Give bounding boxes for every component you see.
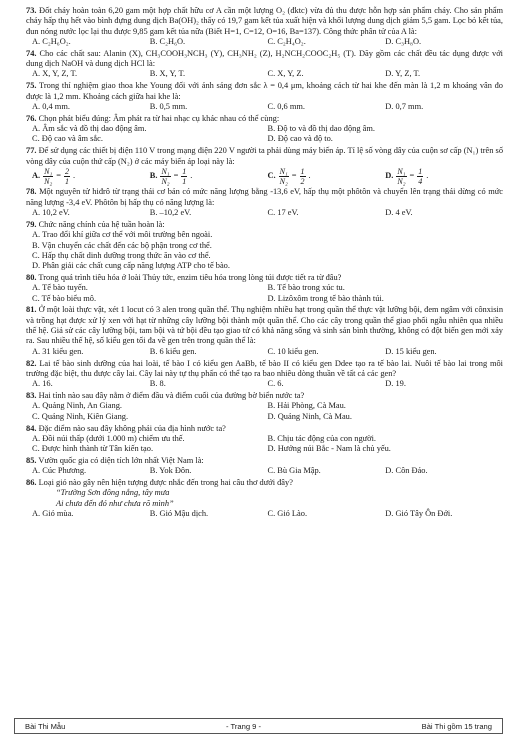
footer-right: Bài Thi gồm 15 trang xyxy=(421,721,492,731)
fraction-denominator: N₂ xyxy=(161,176,170,186)
fraction-denominator: 1 xyxy=(182,176,187,186)
question xyxy=(26,114,503,145)
question-stem xyxy=(26,114,503,124)
answer-options xyxy=(26,401,503,422)
question-number: 86. xyxy=(26,478,37,488)
ratio-fraction xyxy=(43,167,53,186)
option-end: . xyxy=(308,171,311,181)
answer-options xyxy=(26,230,503,271)
question-text: Ở một loài thực vật, xét 1 locut có 3 alen trong quần thể. Thụ nghiệm nhiều hạt trong quần thể thực vật lưỡng bội, đem ngâm với cônxisin và trồng hạt được xử lý xen với hạt từ những cây lưỡng bội thành một quần thể. Cho các cây trong quần thể giao phối ngẫu nhiên qua nhiều thế hệ. Giả sử các cây lưỡng bội, tam bội và tứ bội đều tạo giao tử có khả năng sống và sinh sản bình thường, không có đột biến gen mới xảy ra. Sau nhiều thế hệ, số kiểu gen tối đa về gen trên trong quần thể là: xyxy=(26,305,504,346)
fraction-numerator: N₁ xyxy=(397,166,406,176)
question xyxy=(26,220,503,271)
question xyxy=(26,424,503,455)
answer-options xyxy=(26,347,503,357)
question-text: Để sử dụng các thiết bị điện 110 V trong mạng điện 220 V người ta phải dùng máy biến áp. Tỉ lệ số vòng dây của cuộn sơ cấp (N₁) trên số vòng dây của cuộn thứ cấp (N₂) ở các máy biến áp loại này là: xyxy=(26,146,504,166)
answer-option: A. Tế bào tuyến. xyxy=(32,283,88,293)
fraction-denominator: N₂ xyxy=(397,176,406,186)
answer-option: D. C₃H₈O. xyxy=(385,36,422,46)
answer-option: A. Quảng Ninh, An Giang. xyxy=(32,401,123,411)
answer-option: D. Phân giải các chất cung cấp năng lượng ATP cho tế bào. xyxy=(32,261,230,271)
fraction-numerator: N₁ xyxy=(279,166,288,176)
question-text: Vườn quốc gia có diện tích lớn nhất Việt Nam là: xyxy=(38,456,204,465)
option-letter: D. xyxy=(385,171,394,181)
question-list xyxy=(26,6,503,519)
answer-option: D. 15 kiểu gen. xyxy=(385,346,437,356)
answer-option: A. Cúc Phương. xyxy=(32,466,87,476)
fraction-numerator: 1 xyxy=(418,166,423,176)
page-footer xyxy=(14,718,503,734)
question-number: 76. xyxy=(26,113,37,123)
question-stem xyxy=(26,478,503,488)
footer-page-number: - Trang 9 - xyxy=(226,721,262,731)
question-number: 73. xyxy=(26,6,37,15)
answer-option: B. 6 kiểu gen. xyxy=(149,346,197,356)
question xyxy=(26,478,503,519)
question xyxy=(26,6,503,47)
answer-option xyxy=(150,167,268,186)
answer-option: A. Đồi núi thấp (dưới 1.000 m) chiếm ưu thế. xyxy=(32,433,185,443)
answer-option xyxy=(268,167,386,186)
question xyxy=(26,456,503,477)
answer-option: B. Yok Đôn. xyxy=(149,466,192,476)
answer-option xyxy=(385,167,503,186)
answer-options xyxy=(26,434,503,455)
answer-option: A. Gió mùa. xyxy=(32,509,74,519)
answer-option: D. Lizôxôm trong tế bào thành túi. xyxy=(267,293,384,303)
question xyxy=(26,81,503,112)
answer-option: C. Gió Lào. xyxy=(267,509,308,519)
answer-option: B. Độ to và đồ thị dao động âm. xyxy=(267,124,375,134)
fraction-denominator: 2 xyxy=(300,176,305,186)
answer-option: C. Hấp thụ chất dinh dưỡng trong thức ăn vào cơ thể. xyxy=(32,250,211,260)
equals-sign: = xyxy=(56,171,62,181)
answer-option: A. 16. xyxy=(32,379,53,389)
fraction-denominator: 4 xyxy=(418,176,423,186)
question-text: Trong quá trình tiêu hóa ở loài Thủy tức, enzim tiêu hóa trong lòng túi được tiết ra từ đâu? xyxy=(38,272,342,282)
question xyxy=(26,273,503,304)
answer-option: D. Hướng núi Bắc - Nam là chủ yếu. xyxy=(267,444,391,454)
question-text: Đặc điểm nào sau đây không phải của địa hình nước ta? xyxy=(38,423,226,433)
answer-options xyxy=(26,466,503,476)
fraction-numerator: N₁ xyxy=(161,166,170,176)
ratio-fraction xyxy=(279,167,289,186)
equals-sign: = xyxy=(173,171,179,181)
question-number: 75. xyxy=(26,81,37,91)
answer-option: D. Y, Z, T. xyxy=(385,69,421,79)
question-stem xyxy=(26,6,503,37)
question-text: Đốt cháy hoàn toàn 6,20 gam một hợp chất hữu cơ A cần một lượng O₂ (đktc) vừa đủ thu được hỗn hợp sản phẩm cháy. Cho sản phẩm cháy hấp thụ hết vào bình đựng dung dịch Ba(OH)₂ thấy có 19,7 gam kết tủa xuất hiện và khối lượng dung dịch giảm 5,5 gam. Lọc bỏ kết tủa, đun nóng nước lọc lại thu được 9,85 gam kết tủa nữa (Biết H=1, C=12, O=16, Ba=137). Công thức phân tử của A là: xyxy=(26,6,504,36)
answer-options xyxy=(26,167,503,186)
question-stem xyxy=(26,359,503,380)
answer-options xyxy=(26,509,503,519)
question-stem xyxy=(26,81,503,102)
fraction-numerator: 2 xyxy=(65,166,70,176)
answer-option: A. 0,4 mm. xyxy=(32,101,70,111)
answer-options xyxy=(26,37,503,47)
answer-options xyxy=(26,124,503,145)
fraction-numerator: N₁ xyxy=(44,166,53,176)
question-stem xyxy=(26,273,503,283)
question-number: 80. xyxy=(26,272,37,282)
answer-option: B. Chịu tác động của con người. xyxy=(267,433,377,443)
answer-option: D. Quảng Ninh, Cà Mau. xyxy=(267,411,352,421)
question-number: 74. xyxy=(26,48,37,58)
question-number: 82. xyxy=(26,358,37,368)
question xyxy=(26,391,503,422)
answer-option: C. 10 kiểu gen. xyxy=(267,346,319,356)
answer-option: D. 0,7 mm. xyxy=(385,101,424,111)
question xyxy=(26,187,503,218)
ratio-fraction xyxy=(160,167,170,186)
question-text: Chức năng chính của hệ tuần hoàn là: xyxy=(38,219,165,229)
answer-option: D. Gió Tây Ôn Đới. xyxy=(385,509,453,519)
option-end: . xyxy=(73,171,76,181)
answer-option: B. Tế bào trong xúc tu. xyxy=(267,283,345,293)
fraction-numerator: 1 xyxy=(300,166,305,176)
answer-options xyxy=(26,208,503,218)
answer-option: D. Côn Đảo. xyxy=(385,466,428,476)
question-number: 79. xyxy=(26,219,37,229)
question-stem xyxy=(26,391,503,401)
fraction-denominator: 1 xyxy=(65,176,70,186)
answer-options xyxy=(26,102,503,112)
answer-option: B. Vận chuyển các chất đến các bộ phận trong cơ thể. xyxy=(32,240,212,250)
answer-option: A. 10,2 eV. xyxy=(32,208,70,218)
question xyxy=(26,146,503,186)
answer-option: B. C₂H₆O. xyxy=(149,36,186,46)
answer-option: A. Trao đổi khí giữa cơ thể với môi trường bên ngoài. xyxy=(32,230,213,240)
question-text: Một nguyên tử hiđrô từ trạng thái cơ bản có mức năng lượng bằng -13,6 eV, hấp thụ một phôtôn và chuyển lên trạng thái dừng có mức năng lượng -3,4 eV. Phôtôn bị hấp thụ có năng lượng là: xyxy=(26,187,503,207)
fraction-denominator: N₂ xyxy=(279,176,288,186)
fraction-numerator: 1 xyxy=(182,166,187,176)
answer-option: C. Bù Gia Mập. xyxy=(267,466,321,476)
question xyxy=(26,305,503,356)
answer-options xyxy=(26,379,503,389)
question-number: 77. xyxy=(26,146,37,156)
question-stem xyxy=(26,456,503,466)
answer-option: C. 6. xyxy=(267,379,284,389)
question-number: 78. xyxy=(26,187,37,197)
question-text: Trong thí nghiệm giao thoa khe Young đối với ánh sáng đơn sắc λ = 0,4 μm, khoảng cách từ hai khe đến màn là 1,2 m khoảng vân đo được là 1,2 mm. Khoảng cách giữa hai khe là: xyxy=(26,81,503,101)
option-letter: B. xyxy=(149,171,158,181)
question-number: 81. xyxy=(26,305,37,315)
fraction-denominator: N₂ xyxy=(44,176,53,186)
answer-option: B. X, Y, T. xyxy=(149,69,186,79)
ratio-fraction xyxy=(396,167,406,186)
question-stem xyxy=(26,424,503,434)
option-end: . xyxy=(426,171,429,181)
answer-options xyxy=(26,283,503,304)
answer-options xyxy=(26,69,503,79)
equals-sign: = xyxy=(409,171,415,181)
question-text: Cho các chất sau: Alanin (X), CH₃COOH₃NCH₃ (Y), CH₃NH₂ (Z), H₂NCH₂COOC₂H₅ (T). Dãy gồm các chất đều tác dụng được với dung dịch NaOH và dung dịch HCl là: xyxy=(26,48,503,69)
question-stem xyxy=(26,220,503,230)
question xyxy=(26,49,503,80)
answer-option: D. 19. xyxy=(385,379,406,389)
poem-line: “Trường Sơn đông nắng, tây mưa xyxy=(56,488,170,498)
poem-line: Ai chưa đến đó như chưa rõ mình” xyxy=(56,498,174,508)
answer-option: B. 0,5 mm. xyxy=(149,101,188,111)
question-text: Loại gió nào gây nên hiện tượng được nhắc đến trong hai câu thơ dưới đây? xyxy=(38,478,293,488)
value-fraction xyxy=(417,167,423,186)
footer-left: Bài Thi Mẫu xyxy=(25,721,66,731)
question-text: Chọn phát biểu đúng: Âm phát ra từ hai nhạc cụ khác nhau có thể cùng: xyxy=(38,113,280,123)
question-stem xyxy=(26,146,503,167)
answer-option: A. 31 kiểu gen. xyxy=(32,346,84,356)
answer-option: B. –10,2 eV. xyxy=(149,208,192,218)
value-fraction xyxy=(64,167,70,186)
question-stem xyxy=(26,49,503,70)
question-number: 85. xyxy=(26,456,37,465)
question-stem xyxy=(26,305,503,346)
answer-option: C. Độ cao và âm sắc. xyxy=(32,134,103,144)
answer-option: C. C₂H₄O₂. xyxy=(267,36,306,46)
answer-option: A. C₂H₆O₂. xyxy=(32,36,71,46)
answer-option: D. 4 eV. xyxy=(385,208,413,218)
answer-option: C. Quảng Ninh, Kiên Giang. xyxy=(32,411,129,421)
answer-option: B. Gió Mậu dịch. xyxy=(149,509,209,519)
answer-option: C. 0,6 mm. xyxy=(267,101,305,111)
answer-option: C. 17 eV. xyxy=(267,208,299,218)
answer-option: C. Được hình thành từ Tân kiến tạo. xyxy=(32,444,154,454)
question xyxy=(26,359,503,390)
answer-option: A. Âm sắc và đồ thị dao động âm. xyxy=(32,124,147,134)
question-text: Lai tế bào sinh dưỡng của hai loài, tế bào I có kiểu gen AaBb, tế bào II có kiểu gen Ddee tạo ra tế bào lai. Nuôi tế bào lai trong môi trường đặc biệt, thu được cây lai. Cây lai này tự thụ phấn có thể tạo ra bao nhiêu dòng thuần về tất cả các gen? xyxy=(26,358,503,378)
value-fraction xyxy=(181,167,187,186)
question-number: 84. xyxy=(26,423,37,433)
question-text: Hai tỉnh nào sau đây nằm ở điểm đầu và điểm cuối của đường bờ biển nước ta? xyxy=(38,391,305,401)
answer-option: D. Độ cao và độ to. xyxy=(267,134,333,144)
equals-sign: = xyxy=(291,171,297,181)
option-letter: A. xyxy=(32,171,41,181)
answer-option: C. Tế bào biểu mô. xyxy=(32,293,97,303)
value-fraction xyxy=(300,167,306,186)
question-number: 83. xyxy=(26,391,37,401)
question-stem xyxy=(26,187,503,208)
option-letter: C. xyxy=(267,171,276,181)
option-end: . xyxy=(190,171,193,181)
answer-option: B. Hải Phòng, Cà Mau. xyxy=(267,401,346,411)
answer-option: A. X, Y, Z, T. xyxy=(32,69,78,79)
answer-option xyxy=(32,167,150,186)
answer-option: B. 8. xyxy=(149,379,166,389)
answer-option: C. X, Y, Z. xyxy=(267,69,304,79)
